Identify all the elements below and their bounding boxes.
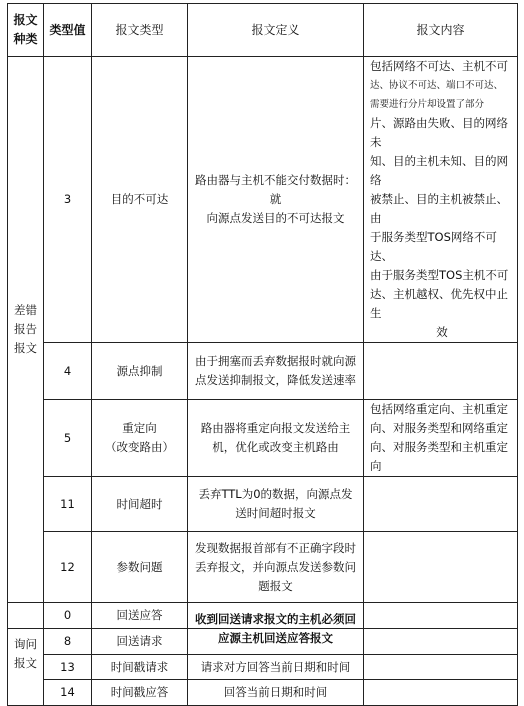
content-line: 向、对服务类型和网络重定 (370, 421, 508, 435)
type-value-cell: 3 (44, 57, 92, 343)
definition-line: 题报文 (258, 578, 293, 593)
group-label-line: 差错 (14, 303, 37, 317)
content-line: 片、源路由失败、目的网络未 (370, 116, 508, 149)
content-cell (364, 680, 518, 706)
group-label-line: 询问 (14, 637, 37, 651)
table-row (8, 680, 518, 706)
content-cell (364, 603, 518, 629)
content-line: 由于服务类型TOS主机不可 (370, 268, 509, 282)
definition-cell (188, 532, 364, 603)
table-row (8, 400, 518, 477)
table-row (8, 532, 518, 603)
definition-line: 机，优化或改变主机路由 (212, 440, 339, 454)
group-error-report (8, 57, 44, 603)
definition-line: 点发送抑制报文，降低发送速率 (195, 373, 356, 387)
report-type-cell: 回送应答 (92, 603, 188, 629)
definition-line: 送时间超时报文 (235, 506, 316, 520)
content-cell (364, 477, 518, 532)
report-type-cell: 回送请求 (92, 629, 188, 655)
report-type-cell: 源点抑制 (92, 343, 188, 400)
content-line: 于服务类型TOS网络不可达、 (370, 230, 497, 263)
content-cell (364, 400, 518, 477)
definition-line: 应源主机回送应答报文 (218, 630, 333, 645)
definition-line: 丢弃TTL为0的数据，向源点发 (198, 487, 353, 501)
type-value-cell: 0 (44, 603, 92, 629)
content-cell (364, 655, 518, 680)
group-label-line: 报文 (14, 656, 37, 670)
type-value-cell: 5 (44, 400, 92, 477)
definition-cell (188, 477, 364, 532)
report-type-cell (92, 400, 188, 477)
definition-line: 路由器将重定向报文发送给主 (200, 421, 351, 435)
header-row (8, 4, 518, 57)
header-type-value: 类型值 (44, 4, 92, 57)
definition-line: 向源点发送目的不可达报文 (206, 211, 345, 225)
type-value-cell: 12 (44, 532, 92, 603)
table-row (8, 477, 518, 532)
type-value-cell: 8 (44, 629, 92, 655)
report-type-cell: 时间戳应答 (92, 680, 188, 706)
definition-cell (188, 400, 364, 477)
report-type-cell: 目的不可达 (92, 57, 188, 343)
table-row (8, 603, 518, 629)
header-category-line-1: 报文 (13, 13, 38, 27)
content-cell (364, 629, 518, 655)
definition-line: 丢弃报文，并向源点发送参数问 (195, 559, 356, 574)
content-line: 效 (436, 325, 448, 339)
definition-cell: 回答当前日期和时间 (188, 680, 364, 706)
definition-cell (188, 57, 364, 343)
content-line: 包括网络重定向、主机重定 (370, 402, 508, 416)
definition-line: 由于拥塞而丢弃数据报时就向源 (195, 354, 356, 368)
type-value-cell: 11 (44, 477, 92, 532)
page-divider (7, 628, 517, 629)
type-value-cell: 14 (44, 680, 92, 706)
table-row (8, 655, 518, 680)
content-line-small: 需要进行分片却设置了部分 (370, 99, 485, 110)
content-cell (364, 532, 518, 603)
content-line: 向、对服务类型和主机重定向 (370, 440, 508, 473)
report-type-line: （改变路由） (105, 440, 174, 454)
definition-line: 路由器与主机不能交付数据时：就 (195, 173, 356, 206)
definition-line: 收到回送请求报文的主机必须回 (195, 611, 356, 626)
header-category (8, 4, 44, 57)
table-row (8, 343, 518, 400)
definition-cell: 请求对方回答当前日期和时间 (188, 655, 364, 680)
content-line: 知、目的主机未知、目的网络 (370, 154, 508, 187)
group-label-line: 报文 (14, 341, 37, 355)
content-line: 包括网络不可达、主机不可 (370, 59, 508, 73)
type-value-cell: 13 (44, 655, 92, 680)
group-query (8, 603, 44, 706)
content-cell (364, 57, 518, 343)
content-line: 达、主机越权、优先权中止生 (370, 287, 508, 320)
type-value-cell: 4 (44, 343, 92, 400)
definition-line: 发现数据报首部有不正确字段时 (195, 540, 356, 555)
group-label-line: 报告 (14, 322, 37, 336)
content-cell (364, 343, 518, 400)
header-report-type: 报文类型 (92, 4, 188, 57)
icmp-message-table (7, 3, 518, 706)
report-type-cell: 时间戳请求 (92, 655, 188, 680)
header-category-line-2: 种类 (13, 32, 38, 46)
report-type-cell: 参数问题 (92, 532, 188, 603)
definition-cell (188, 343, 364, 400)
report-type-cell: 时间超时 (92, 477, 188, 532)
table-row (8, 57, 518, 343)
header-definition: 报文定义 (188, 4, 364, 57)
header-content: 报文内容 (364, 4, 518, 57)
content-line-small: 达、协议不可达、端口不可达、 (370, 80, 504, 91)
content-line: 被禁止、目的主机被禁止、由 (370, 192, 508, 225)
report-type-line: 重定向 (122, 421, 157, 435)
